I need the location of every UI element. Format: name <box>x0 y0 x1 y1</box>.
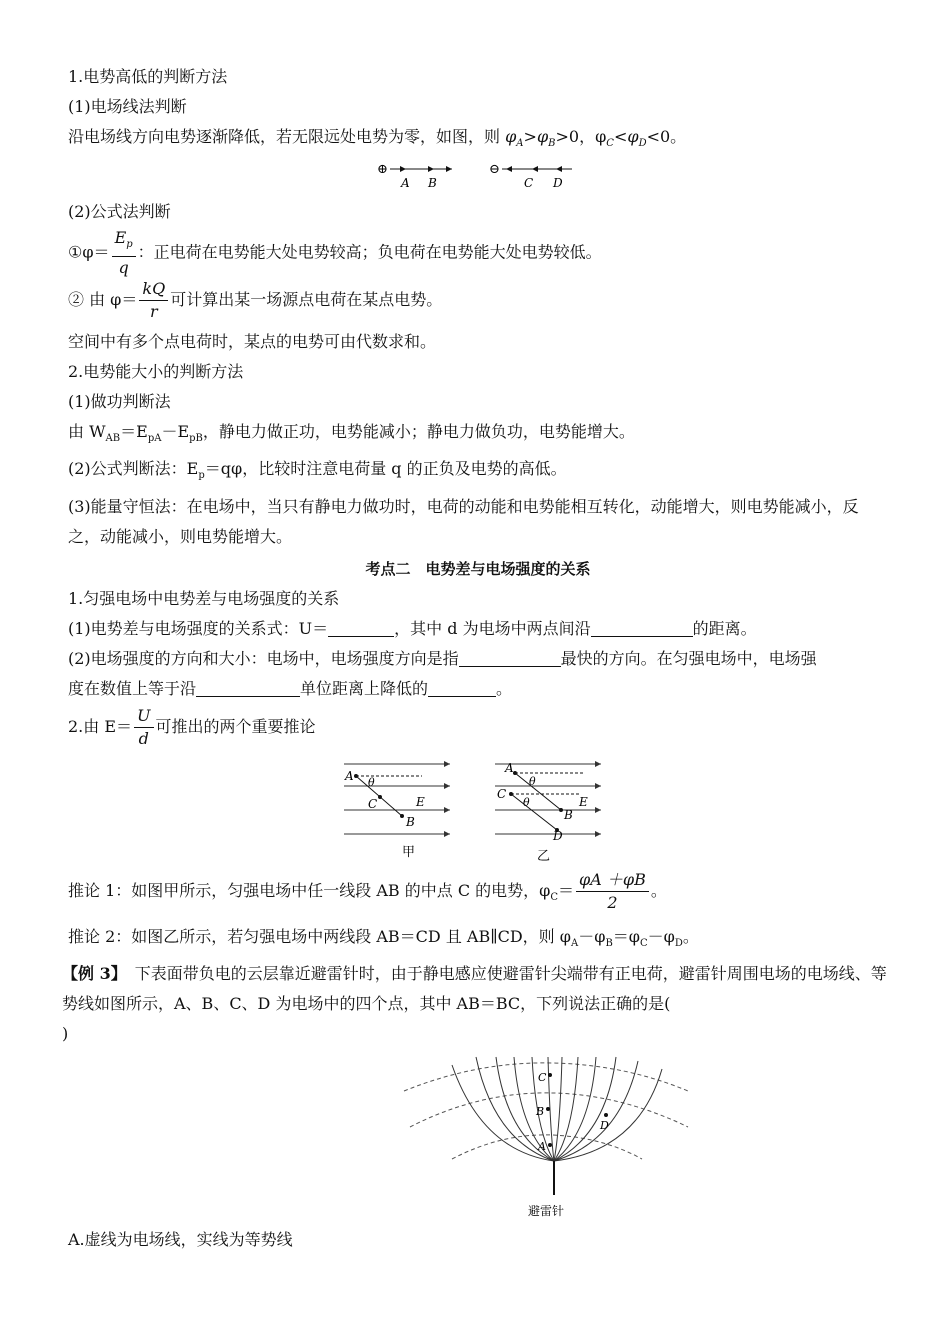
lightning-rod-label: 避雷针 <box>528 1203 565 1218</box>
multi-charge-text: 空间中有多个点电荷时，某点的电势可由代数求和。 <box>68 332 437 352</box>
formula-1: ①φ＝ $\frac{E_p}{q}$ ：正电荷在电势能大处电势较高；负电荷在电势能大处电势较低。 <box>68 228 602 278</box>
point-c-label: C <box>524 176 534 191</box>
svg-text:C: C <box>497 786 507 801</box>
answer-blank[interactable] <box>591 618 693 637</box>
k2-title: 2.由 E＝ $\frac{U}{d}$ 可推出的两个重要推论 <box>68 705 316 748</box>
section-2-1-text: 由 $W_{AB}=E_{pA}-E_{pB}$，静电力做正功，电势能减小；静电力做负功，电势能增大。 <box>68 422 635 445</box>
document-page <box>62 62 888 1255</box>
figure-yi <box>495 761 601 864</box>
kaodian-2-title: 考点二 电势差与电场强度的关系 <box>365 559 591 578</box>
section-2-1: (1)做功判断法 <box>68 392 171 412</box>
svg-text:A: A <box>538 1139 546 1153</box>
figure-lightning-rod <box>68 1055 888 1225</box>
svg-text:θ: θ <box>368 775 375 789</box>
point-a-label: A <box>401 176 410 191</box>
section-1-title: 1.电势高低的判断方法 <box>68 67 228 86</box>
svg-text:A: A <box>505 760 514 775</box>
example-3: 【例 3】 下表面带负电的云层靠近避雷针时，由于静电感应使避雷针尖端带有正电荷，避雷针周围电场的电场线、等势线如图所示，A、B、C、D 为电场中的四个点，其中 AB＝BC，下列说法正确的是( ) <box>62 963 887 1043</box>
figure-jia <box>344 761 450 860</box>
svg-text:θ: θ <box>523 795 530 809</box>
svg-text:B: B <box>406 814 415 829</box>
negative-charge-icon: ⊖ <box>489 162 500 178</box>
section-2-title: 2.电势能大小的判断方法 <box>68 362 244 382</box>
svg-text:D: D <box>600 1118 609 1132</box>
svg-text:乙: 乙 <box>537 848 551 864</box>
example-label: 【例 3】 <box>62 963 119 983</box>
figure-field-lines-point-charges <box>68 159 888 193</box>
section-2-3: (3)能量守恒法：在电场中，当只有静电力做功时，电荷的动能和电势能相互转化，动能增大，则电势能减小，反之，动能减小，则电势能增大。 <box>68 496 859 546</box>
section-2-2: (2)公式判断法：$E_p=q\varphi$，比较时注意电荷量 q 的正负及电势的高低。 <box>68 459 567 482</box>
figure-uniform-field <box>68 754 888 864</box>
answer-blank[interactable] <box>459 648 561 667</box>
section-1-1-text: 沿电场线方向电势逐渐降低，若无限远处电势为零，如图，则 $\varphi_A>\varphi_B>0$，$\varphi_C<\varphi_D<0$。 <box>68 127 687 150</box>
k1-title: 1.匀强电场中电势差与电场强度的关系 <box>68 588 340 608</box>
svg-text:A: A <box>345 768 354 783</box>
svg-text:E: E <box>416 794 425 809</box>
svg-text:B: B <box>536 1104 545 1118</box>
svg-text:E: E <box>579 794 588 809</box>
formula-2: ② 由 φ＝ $\frac{kQ}{r}$ 可计算出某一场源点电荷在某点电势。 <box>68 279 443 322</box>
section-1-1: (1)电场线法判断 <box>68 97 187 116</box>
svg-text:B: B <box>564 807 573 822</box>
svg-text:甲: 甲 <box>402 844 416 860</box>
svg-text:C: C <box>368 796 378 811</box>
svg-text:θ: θ <box>529 774 536 788</box>
inference-2: 推论 2：如图乙所示，若匀强电场中两线段 AB＝CD 且 AB∥CD，则 $\varphi_A-\varphi_B=\varphi_C-\varphi_D$。 <box>68 926 699 949</box>
k1-2-line1: (2)电场强度的方向和大小：电场中，电场强度方向是指 最快的方向。在匀强电场中，电场强 <box>68 648 817 668</box>
positive-charge-icon: ⊕ <box>377 162 388 178</box>
k1-2-line2: 度在数值上等于沿 单位距离上降低的 。 <box>68 678 513 698</box>
inference-1: 推论 1：如图甲所示，匀强电场中任一线段 AB 的中点 C 的电势，$\varphi_C=$ $\frac{\varphi A +\varphi B}{2}$ 。 <box>68 869 667 912</box>
point-d-label: D <box>553 176 563 191</box>
option-a[interactable]: A.虚线为电场线，实线为等势线 <box>68 1229 293 1249</box>
svg-text:D: D <box>553 828 563 843</box>
section-1-2: (2)公式法判断 <box>68 202 171 222</box>
k1-1: (1)电势差与电场强度的关系式：U＝ ，其中 d 为电场中两点间沿 的距离。 <box>68 618 757 638</box>
answer-blank[interactable] <box>328 618 394 637</box>
answer-blank[interactable] <box>196 678 300 697</box>
svg-text:C: C <box>538 1070 547 1084</box>
answer-blank[interactable] <box>428 678 496 697</box>
point-b-label: B <box>428 176 437 191</box>
